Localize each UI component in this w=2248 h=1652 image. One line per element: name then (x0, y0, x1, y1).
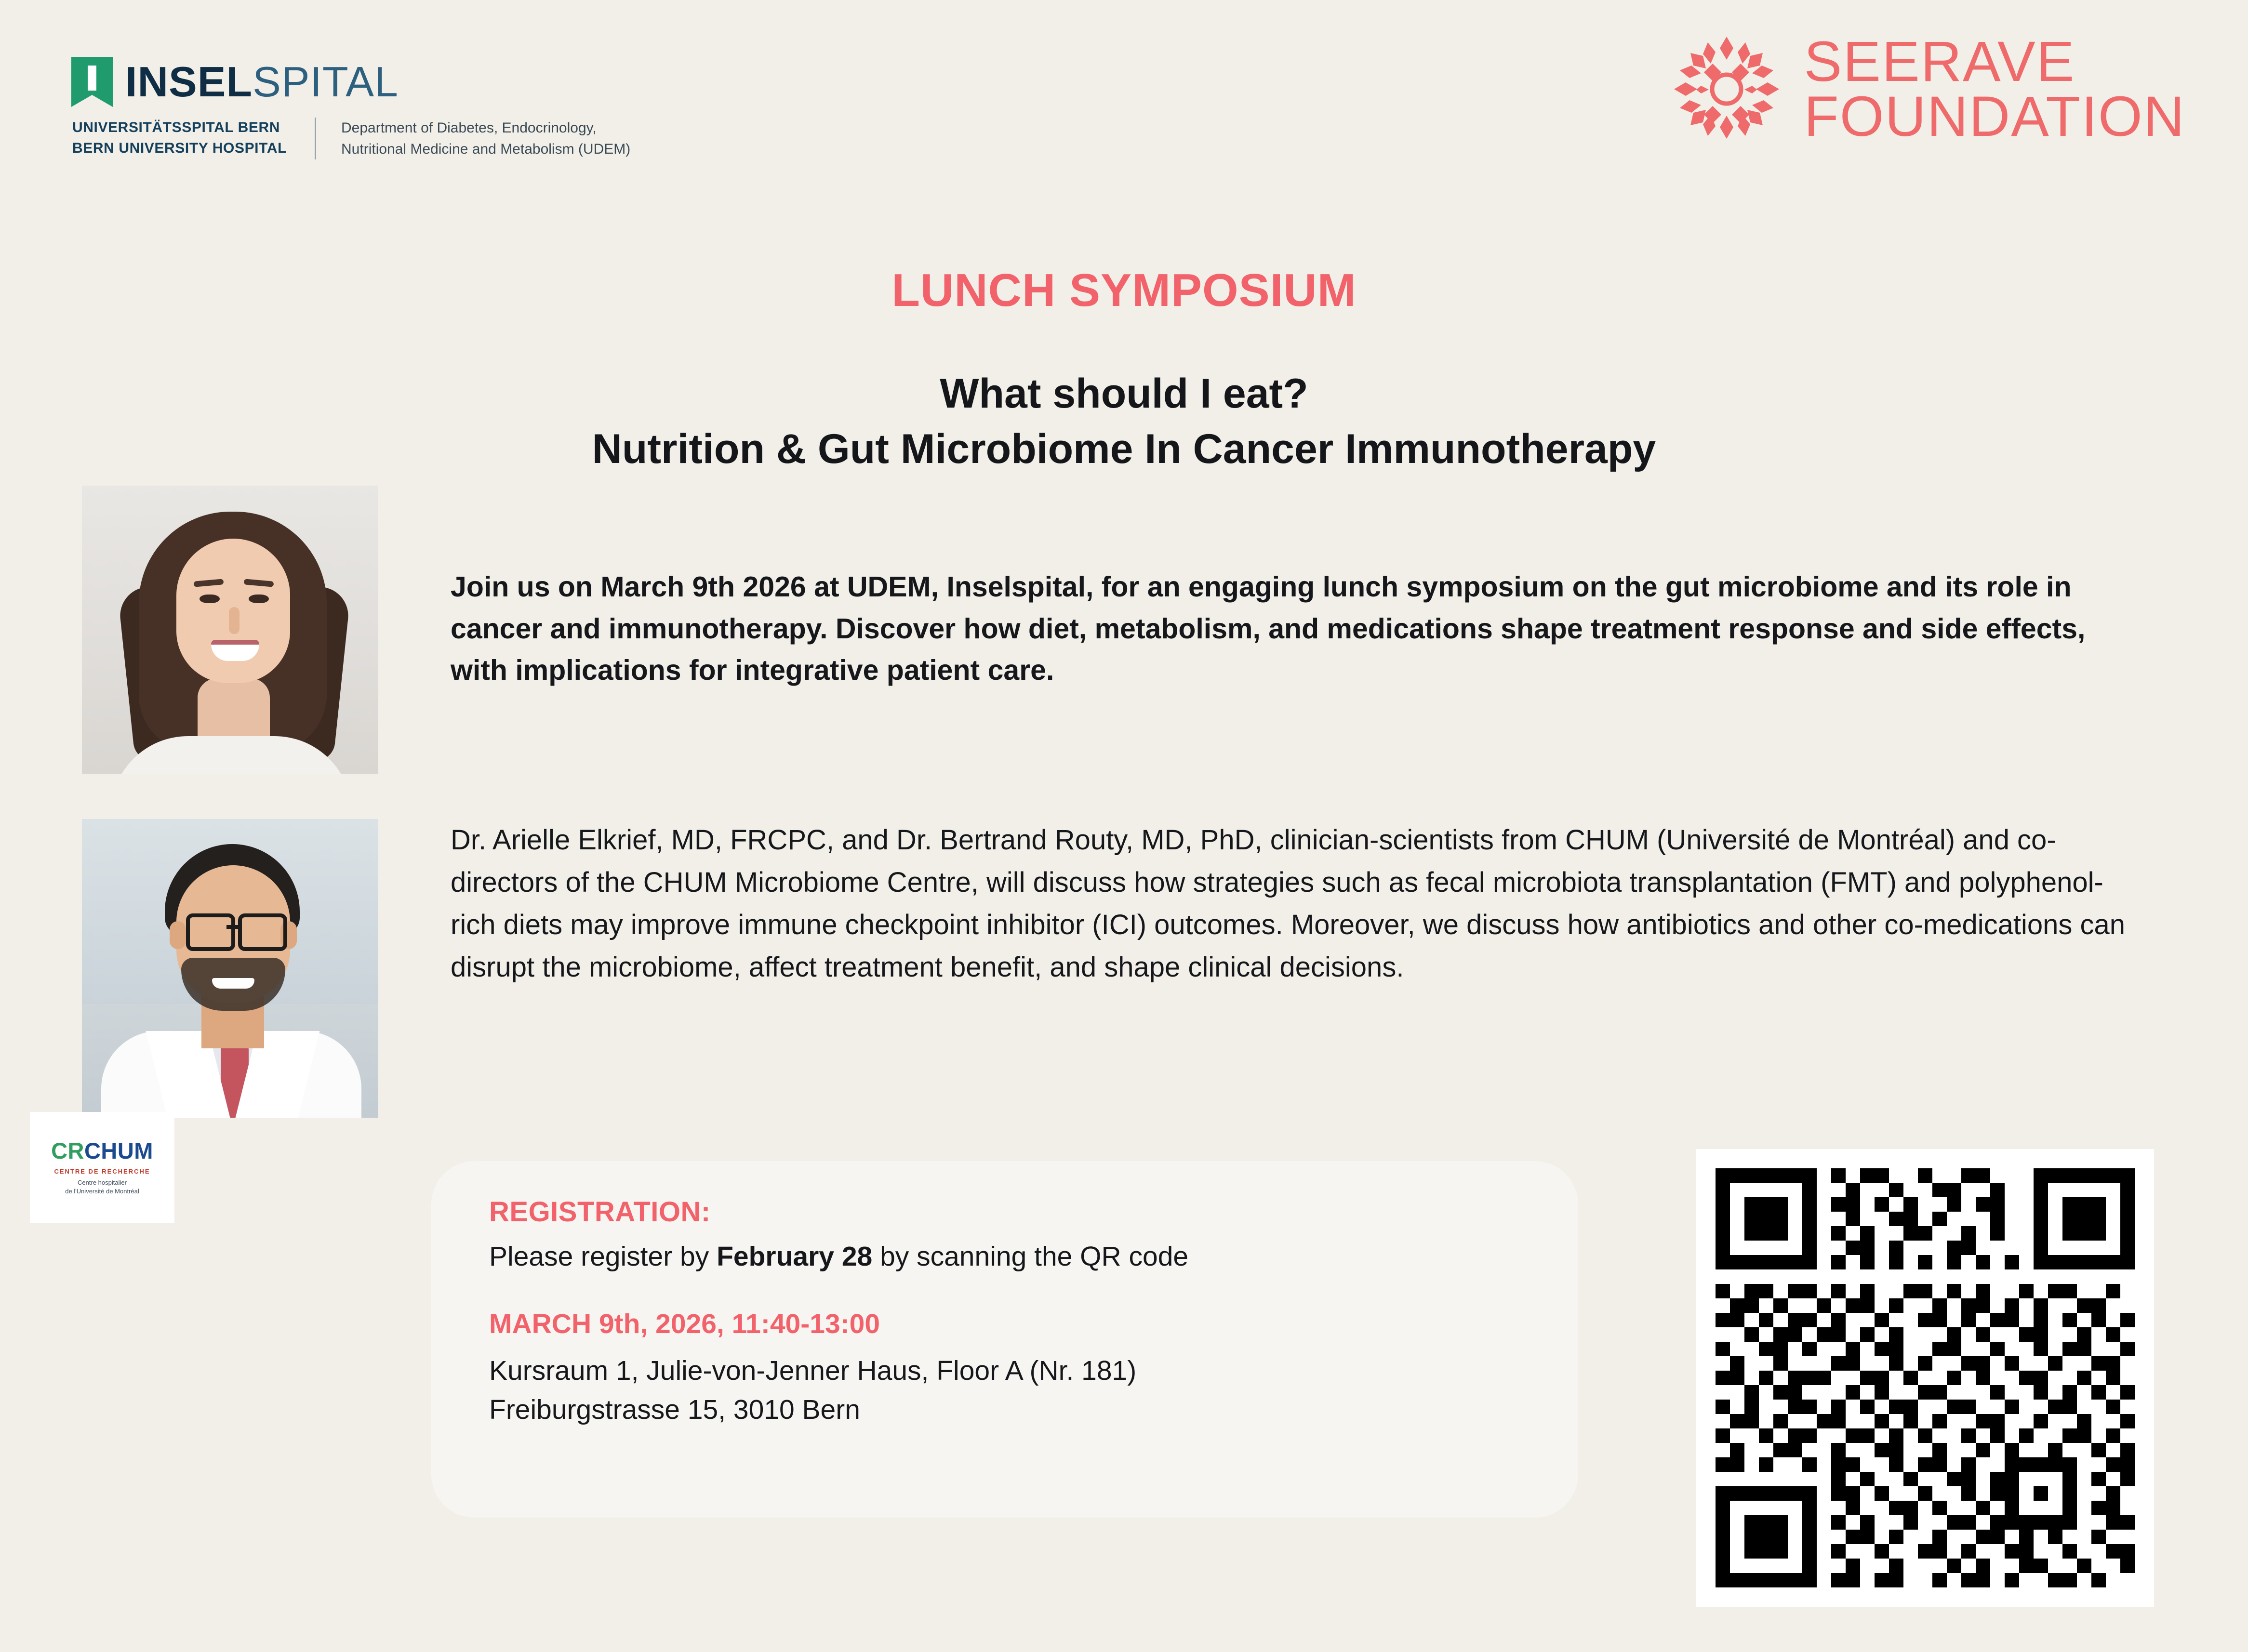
detail-paragraph: Dr. Arielle Elkrief, MD, FRCPC, and Dr. Bertrand Routy, MD, PhD, clinician-scientists from CHUM (Université de Montréal) and co-directors of the CHUM Microbiome Centre, will discuss how strategies such as fecal microbiota transplantation (FMT) and polyphenol-rich diets may improve immune checkpoint inhibitor (ICI) outcomes. Moreover, we discuss how antibiotics and other co-medications can disrupt the microbiome, affect treatment benefit, and shape clinical decisions. (451, 824, 2126, 983)
crchum-wordmark-cr: CR (51, 1137, 84, 1163)
inselspital-flag-icon (71, 57, 113, 107)
seerave-wordmark-line2: FOUNDATION (1804, 85, 2185, 148)
seerave-foundation-logo (1671, 29, 2185, 148)
eyebrow-title: LUNCH SYMPOSIUM (891, 264, 1357, 316)
registration-card (431, 1161, 1578, 1518)
registration-qr-code[interactable] (1716, 1168, 2135, 1587)
speaker-photo-1 (82, 486, 378, 774)
logo-divider (315, 118, 316, 159)
department-name (341, 118, 630, 159)
registration-instruction-after: by scanning the QR code (872, 1241, 1189, 1272)
registration-title: REGISTRATION: (489, 1196, 711, 1228)
crchum-affiliation (65, 1178, 139, 1195)
page-title (0, 366, 2248, 477)
seerave-wordmark (1804, 29, 2185, 148)
inselspital-logo (71, 57, 630, 159)
seerave-emblem-icon (1671, 34, 1782, 145)
event-datetime: MARCH 9th, 2026, 11:40-13:00 (489, 1308, 880, 1339)
seerave-wordmark-line1: SEERAVE (1804, 29, 2075, 93)
department-name-line2: Nutritional Medicine and Metabolism (UDEM) (341, 141, 631, 157)
crchum-logo (30, 1112, 174, 1223)
inselspital-subtitle (71, 118, 287, 159)
registration-instruction (489, 1241, 1578, 1272)
inselspital-logo-bottom (71, 118, 630, 159)
inselspital-wordmark-light: SPITAL (253, 58, 399, 106)
inselspital-subtitle-de: UNIVERSITÄTSSPITAL BERN (72, 119, 280, 135)
inselspital-wordmark-bold: INSEL (125, 58, 253, 106)
registration-deadline: February 28 (717, 1241, 873, 1272)
crchum-wordmark-chum: CHUM (84, 1137, 153, 1163)
crchum-wordmark (51, 1139, 153, 1162)
page-title-line2: Nutrition & Gut Microbiome In Cancer Immunotherapy (592, 426, 1656, 473)
crchum-affiliation-line2: de l'Université de Montréal (65, 1187, 139, 1195)
page-title-line1: What should I eat? (940, 370, 1308, 417)
poster-header (0, 0, 2248, 251)
qr-code-panel (1696, 1149, 2154, 1607)
crchum-subtitle: CENTRE DE RECHERCHE (54, 1167, 150, 1175)
inselspital-wordmark (125, 58, 399, 106)
event-venue (489, 1351, 1578, 1429)
event-venue-line2: Freiburgstrasse 15, 3010 Bern (489, 1394, 860, 1425)
department-name-line1: Department of Diabetes, Endocrinology, (341, 120, 597, 136)
event-venue-line1: Kursraum 1, Julie-von-Jenner Haus, Floor A (Nr. 181) (489, 1355, 1137, 1386)
inselspital-subtitle-en: BERN UNIVERSITY HOSPITAL (72, 140, 287, 156)
crchum-affiliation-line1: Centre hospitalier (78, 1178, 127, 1186)
speaker-photo-2 (82, 819, 378, 1118)
registration-instruction-before: Please register by (489, 1241, 717, 1272)
inselspital-logo-top (71, 57, 630, 107)
lead-paragraph: Join us on March 9th 2026 at UDEM, Inselspital, for an engaging lunch symposium on the gut microbiome and its role in cancer and immunotherapy. Discover how diet, metabolism, and medications shape treatment response and side effects, with implications for integrative patient care. (451, 571, 2086, 687)
